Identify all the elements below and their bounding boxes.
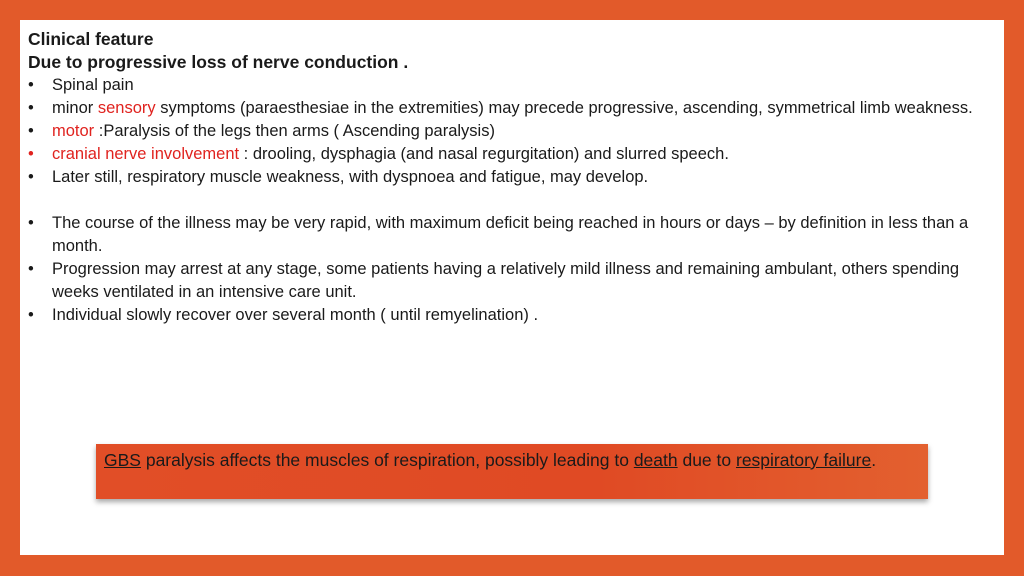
text-segment: .: [871, 450, 877, 470]
slide: [20, 20, 1004, 555]
bullet-icon: •: [28, 168, 34, 186]
list-item: [28, 304, 996, 327]
underlined-term: death: [633, 450, 678, 470]
bullet-icon: •: [28, 306, 34, 324]
slide-subtitle: Due to progressive loss of nerve conduction .: [28, 52, 409, 72]
text-segment: paralysis affects the muscles of respiration, possibly leading to: [140, 450, 634, 470]
text-segment: Progression may arrest at any stage, some patients having a relatively mild illness and remaining ambulant, others spending weeks ventilated in an intensive care unit.: [52, 260, 960, 301]
underlined-term: GBS: [104, 450, 141, 470]
list-item: [28, 97, 996, 120]
spacer: [28, 189, 996, 212]
highlighted-term: motor: [52, 122, 95, 140]
underlined-term: respiratory failure: [736, 450, 872, 470]
text-segment: The course of the illness may be very rapid, with maximum deficit being reached in hours or days – by definition in less than a month.: [52, 214, 969, 255]
text-segment: symptoms (paraesthesiae in the extremities) may precede progressive, ascending, symmetrical limb weakness.: [155, 99, 973, 117]
text-segment: : drooling, dysphagia (and nasal regurgitation) and slurred speech.: [239, 145, 729, 163]
highlighted-term: sensory: [97, 99, 156, 117]
text-segment: minor: [52, 99, 98, 117]
list-item: [28, 120, 996, 143]
highlighted-term: cranial nerve involvement: [52, 145, 240, 163]
bullet-icon: •: [28, 99, 34, 117]
list-item: [28, 258, 996, 304]
list-item: [28, 143, 996, 166]
text-segment: :Paralysis of the legs then arms ( Ascending paralysis): [94, 122, 495, 140]
bullet-icon: •: [28, 214, 34, 232]
slide-content: [28, 28, 996, 327]
list-item: [28, 212, 996, 258]
bullet-icon: •: [28, 76, 34, 94]
slide-title: Clinical feature: [28, 29, 154, 49]
text-segment: Later still, respiratory muscle weakness, with dyspnoea and fatigue, may develop.: [52, 168, 649, 186]
list-item: [28, 166, 996, 189]
text-segment: Spinal pain: [52, 76, 134, 94]
callout-box: [96, 444, 928, 499]
bullet-icon: •: [28, 260, 34, 278]
bullet-icon: •: [28, 122, 34, 140]
bullet-list-course: [28, 212, 996, 327]
bullet-icon: •: [28, 145, 34, 163]
text-segment: due to: [677, 450, 736, 470]
bullet-list-symptoms: [28, 74, 996, 189]
text-segment: Individual slowly recover over several month ( until remyelination) .: [52, 306, 539, 324]
list-item: [28, 74, 996, 97]
